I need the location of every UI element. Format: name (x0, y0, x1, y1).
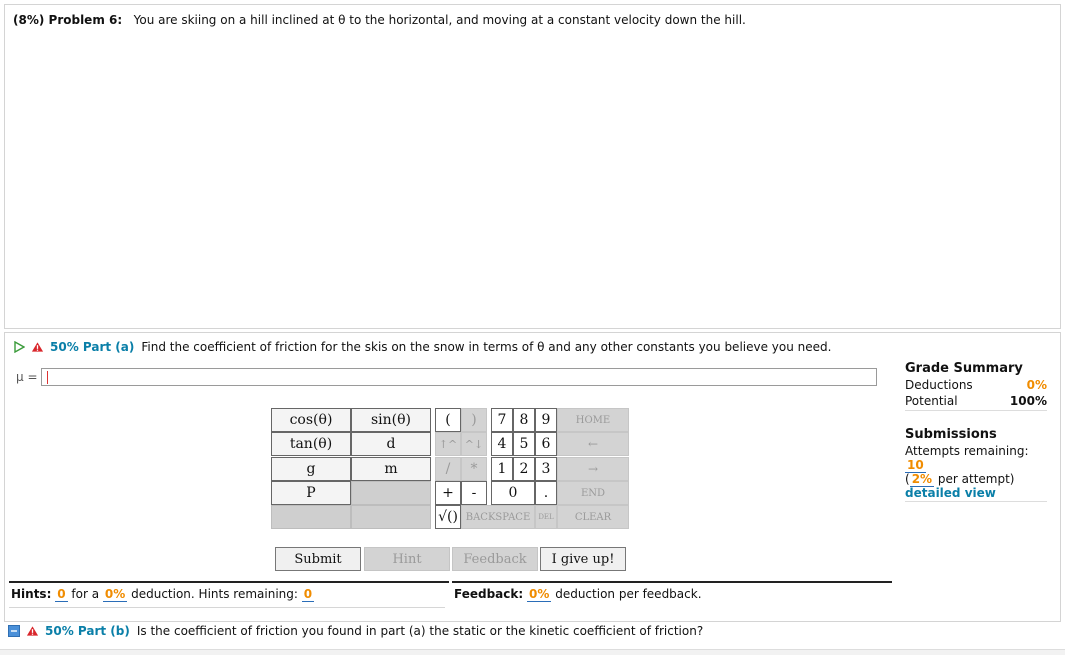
potential-value: 100% (1009, 394, 1047, 408)
text-caret (47, 371, 48, 384)
key-home[interactable]: HOME (557, 408, 629, 432)
answer-label: μ = (16, 370, 38, 384)
warning-icon (31, 341, 44, 353)
warning-icon (26, 625, 39, 637)
key-m[interactable]: m (351, 457, 431, 481)
give-up-button[interactable]: I give up! (540, 547, 626, 571)
answer-input[interactable] (41, 368, 877, 386)
feedback-button[interactable]: Feedback (452, 547, 538, 571)
feedback-text: deduction per feedback. (555, 587, 702, 601)
hints-deduction: 0% (104, 587, 126, 601)
grade-summary-title: Grade Summary (905, 361, 1023, 376)
key-multiply[interactable]: * (461, 457, 487, 481)
part-a-percent: 50% Part (a) (50, 340, 135, 354)
key-end[interactable]: END (557, 481, 629, 505)
hints-for-a: for a (71, 587, 100, 601)
hints-deduction-text: deduction. Hints remaining: (131, 587, 298, 601)
key-cos[interactable]: cos(θ) (271, 408, 351, 432)
feedback-bar (452, 581, 892, 607)
collapse-icon[interactable] (8, 625, 20, 637)
part-b-percent: 50% Part (b) (45, 624, 130, 638)
problem-text (13, 13, 746, 27)
key-d[interactable]: d (351, 432, 431, 456)
hints-bar (9, 581, 449, 607)
problem-statement-box (4, 4, 1061, 329)
deductions-value: 0% (1026, 378, 1047, 392)
hints-divider (9, 607, 445, 608)
attempts-label: Attempts remaining: (905, 444, 1029, 458)
hints-remaining: 0 (303, 587, 313, 601)
key-clear[interactable]: CLEAR (557, 505, 629, 529)
attempts-value: 10 (907, 458, 924, 472)
key-6[interactable]: 6 (535, 432, 557, 456)
key-blank (351, 505, 431, 529)
deductions-label: Deductions (905, 378, 973, 392)
key-7[interactable]: 7 (491, 408, 513, 432)
key-blank (271, 505, 351, 529)
key-blank (351, 481, 431, 505)
key-minus[interactable]: - (461, 481, 487, 505)
detailed-view-link[interactable]: detailed view (905, 486, 996, 500)
hint-button[interactable]: Hint (364, 547, 450, 571)
key-4[interactable]: 4 (491, 432, 513, 456)
key-3[interactable]: 3 (535, 457, 557, 481)
key-right-arrow[interactable]: → (557, 457, 629, 481)
key-0[interactable]: 0 (491, 481, 535, 505)
key-sqrt[interactable]: √() (435, 505, 461, 529)
key-2[interactable]: 2 (513, 457, 535, 481)
key-decimal[interactable]: . (535, 481, 557, 505)
key-9[interactable]: 9 (535, 408, 557, 432)
key-open-paren[interactable]: ( (435, 408, 461, 432)
submissions-title: Submissions (905, 427, 997, 442)
feedback-deduction: 0% (529, 587, 550, 601)
part-b-question: Is the coefficient of friction you found in part (a) the static or the kinetic coefficient of friction? (136, 624, 704, 638)
key-power-up[interactable]: ↑^ (435, 432, 461, 456)
problem-description: You are skiing on a hill inclined at θ to the horizontal, and moving at a constant velocity down the hill. (133, 13, 746, 27)
part-a-question: Find the coefficient of friction for the skis on the snow in terms of θ and any other constants you believe you need. (141, 340, 832, 354)
submit-button[interactable]: Submit (275, 547, 361, 571)
key-p[interactable]: P (271, 481, 351, 505)
per-attempt-text: per attempt) (937, 472, 1015, 486)
hints-label: Hints: (11, 587, 52, 601)
key-plus[interactable]: + (435, 481, 461, 505)
key-divide[interactable]: / (435, 457, 461, 481)
part-a-header (13, 340, 831, 354)
key-1[interactable]: 1 (491, 457, 513, 481)
per-attempt-percent: 2% (911, 472, 933, 486)
part-b-header[interactable] (8, 624, 703, 638)
feedback-label: Feedback: (454, 587, 524, 601)
key-8[interactable]: 8 (513, 408, 535, 432)
part-a-box (4, 332, 1061, 622)
grade-summary: Grade Summary Deductions 0% Potential 100% Submissions Attempts remaining: 10 ( 2% per attempt) detailed view (905, 361, 1047, 500)
key-tan[interactable]: tan(θ) (271, 432, 351, 456)
key-backspace[interactable]: BACKSPACE (461, 505, 535, 529)
potential-label: Potential (905, 394, 958, 408)
footer-strip (0, 649, 1065, 655)
key-close-paren[interactable]: ) (461, 408, 487, 432)
key-left-arrow[interactable]: ← (557, 432, 629, 456)
key-sin[interactable]: sin(θ) (351, 408, 431, 432)
key-del[interactable]: DEL (535, 505, 557, 529)
hints-count: 0 (57, 587, 66, 601)
play-icon[interactable] (13, 341, 25, 353)
key-power-down[interactable]: ^↓ (461, 432, 487, 456)
key-g[interactable]: g (271, 457, 351, 481)
key-5[interactable]: 5 (513, 432, 535, 456)
problem-label: (8%) Problem 6: (13, 13, 123, 27)
